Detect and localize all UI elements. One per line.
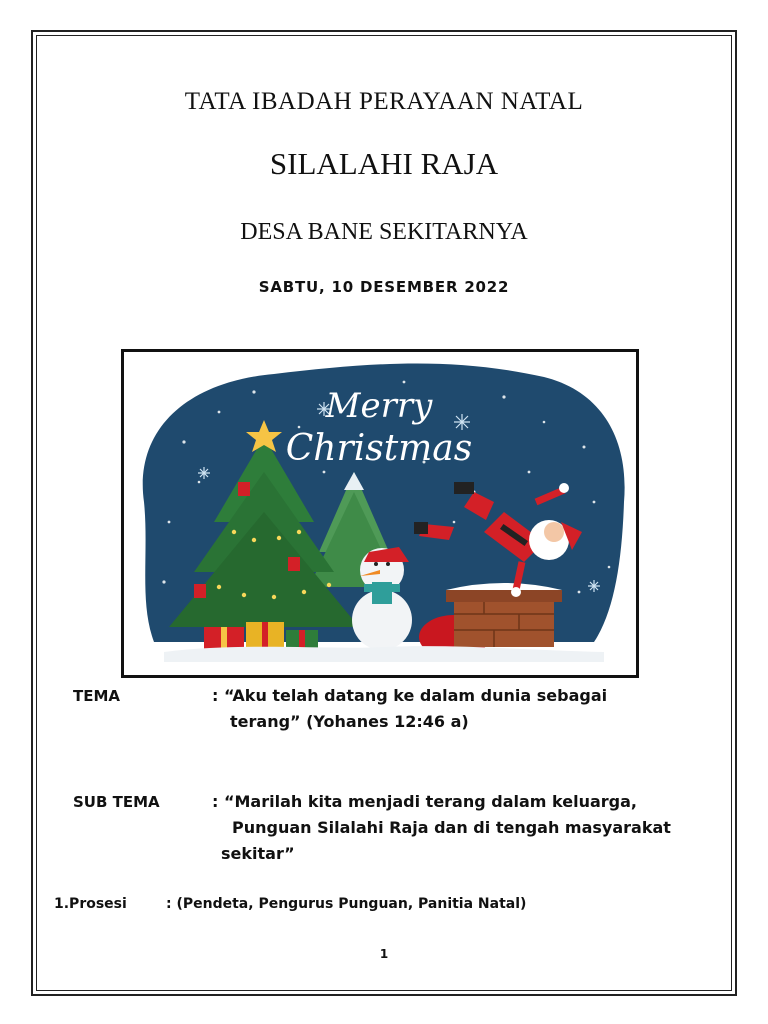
chimney: [446, 583, 562, 647]
christmas-scene-image: [124, 352, 636, 675]
item-label: 1.Prosesi: [54, 896, 127, 912]
sub-tema-text-line1: : “Marilah kita menjadi terang dalam keluarga,: [212, 792, 637, 811]
page-number: 1: [379, 947, 389, 961]
greeting-merry: Merry: [325, 386, 433, 426]
christmas-illustration: [121, 349, 639, 678]
event-date: SABTU, 10 DESEMBER 2022: [258, 278, 510, 296]
greeting-christmas: Christmas: [285, 428, 473, 469]
sub-tema-text-line3: sekitar”: [221, 844, 295, 863]
document-title: TATA IBADAH PERAYAAN NATAL: [184, 88, 584, 115]
sub-tema-text-line2: Punguan Silalahi Raja dan di tengah masyarakat: [232, 818, 671, 837]
item-value: : (Pendeta, Pengurus Punguan, Panitia Natal): [166, 896, 527, 912]
community-name: SILALAHI RAJA: [269, 146, 499, 181]
tema-text-line2: terang” (Yohanes 12:46 a): [230, 712, 469, 731]
location-name: DESA BANE SEKITARNYA: [240, 219, 528, 245]
sub-tema-label: SUB TEMA: [73, 793, 160, 811]
tema-label: TEMA: [73, 687, 121, 705]
tema-text-line1: : “Aku telah datang ke dalam dunia sebagai: [212, 686, 608, 705]
